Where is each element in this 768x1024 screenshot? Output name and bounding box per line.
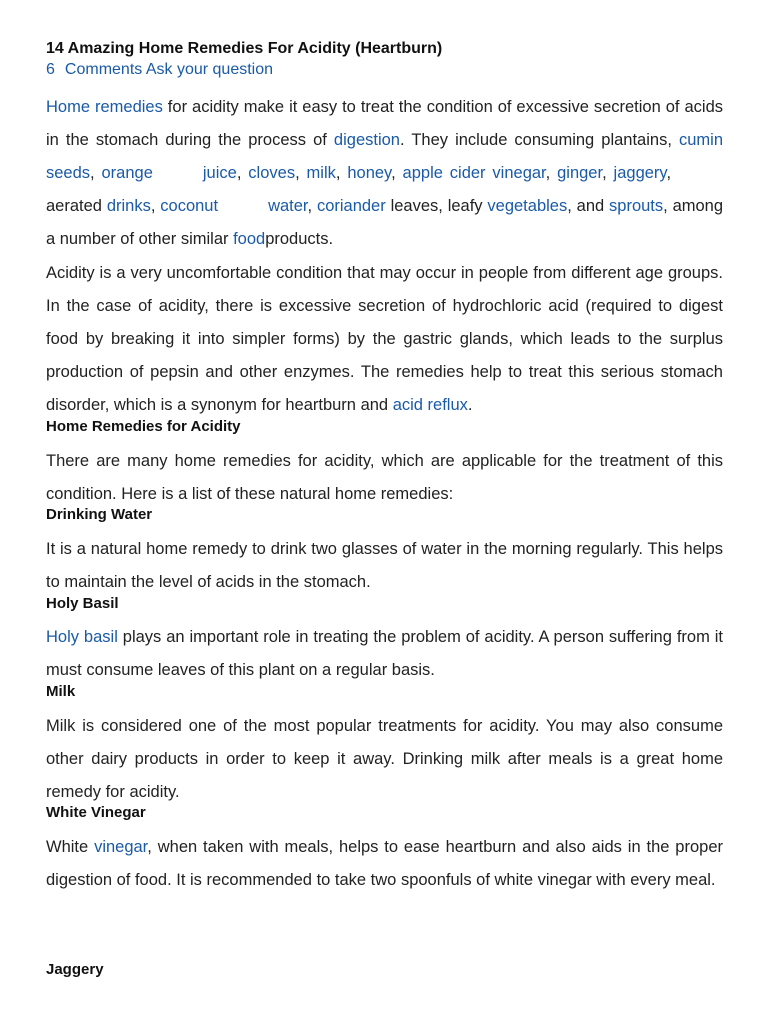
link-sprouts[interactable]: sprouts (609, 197, 664, 215)
link-digestion[interactable]: digestion (333, 131, 400, 149)
intro-text-14: leaves, leafy (385, 197, 488, 215)
intro-text-3: , (90, 164, 102, 182)
intro-text-4: , (236, 164, 249, 182)
acidity-text-1: Acidity is a very uncomfortable condition that may occur in people from different age groups. In the case of acidity, there is excessive secretion of hydrochloric acid (required to digest food by breaking it into simpler forms) by the gastric glands, which leads to the surplus production of pepsin and other enzymes. The remedies help to treat this serious stomach disorder, which is a synonym for heartburn and (46, 264, 723, 414)
link-vinegar[interactable]: vinegar (94, 838, 148, 856)
intro-text-12: , (150, 197, 161, 215)
link-cumin-seeds[interactable]: cumin seeds (46, 131, 723, 182)
intro-text-7: , (391, 164, 403, 182)
intro-text-16: , among a number of other similar (46, 197, 724, 248)
home-remedies-paragraph: There are many home remedies for acidity, which are applicable for the treatment of this condition. Here is a list of these natural home remedies: (46, 452, 723, 503)
intro-text-9: , (602, 164, 614, 182)
article-title: 14 Amazing Home Remedies For Acidity (Heartburn) (46, 40, 443, 57)
comments-count-link[interactable]: 6 (46, 61, 55, 78)
intro-text-10: , (666, 164, 672, 182)
link-holy-basil[interactable]: Holy basil (46, 628, 118, 646)
link-food[interactable]: food (233, 230, 266, 248)
heading-holy-basil: Holy Basil (46, 595, 119, 612)
white-vinegar-text-1: White (46, 838, 95, 856)
link-coconut[interactable]: coconut (160, 197, 219, 215)
heading-drinking-water: Drinking Water (46, 506, 153, 523)
acidity-paragraph (46, 257, 723, 422)
intro-text-2: . They include consuming plantains, (399, 131, 679, 149)
link-honey[interactable]: honey (347, 164, 392, 182)
article-meta (46, 61, 273, 79)
intro-text-5: , (295, 164, 307, 182)
link-water[interactable]: water (268, 197, 308, 215)
acidity-text-2: . (467, 396, 473, 414)
intro-text-17: products. (265, 230, 334, 248)
intro-text-8: , (545, 164, 558, 182)
white-vinegar-text-2: , when taken with meals, helps to ease heartburn and also aids in the proper digestion of food. It is recommended to take two spoonfuls of white vinegar with every meal. (46, 838, 723, 889)
comments-link[interactable]: Comments (64, 61, 143, 78)
heading-milk: Milk (46, 683, 76, 700)
intro-text-11: aerated (46, 197, 107, 215)
holy-basil-paragraph (46, 621, 723, 687)
link-juice[interactable]: juice (202, 164, 237, 182)
heading-jaggery: Jaggery (46, 961, 104, 978)
intro-text-13: , (307, 197, 317, 215)
link-orange[interactable]: orange (101, 164, 153, 182)
link-drinks[interactable]: drinks (106, 197, 151, 215)
link-jaggery[interactable]: jaggery (613, 164, 667, 182)
milk-paragraph: Milk is considered one of the most popular treatments for acidity. You may also consume other dairy products in order to keep it away. Drinking milk after meals is a great home remedy for acidity. (46, 717, 723, 801)
link-ginger[interactable]: ginger (557, 164, 603, 182)
link-milk[interactable]: milk (306, 164, 336, 182)
link-apple-cider-vinegar[interactable]: apple cider vinegar (402, 164, 546, 182)
link-home-remedies[interactable]: Home remedies (46, 98, 163, 116)
drinking-water-paragraph: It is a natural home remedy to drink two glasses of water in the morning regularly. This helps to maintain the level of acids in the stomach. (46, 540, 723, 591)
intro-text-1: for acidity make it easy to treat the condition of excessive secretion of acids in the stomach during the process of (46, 98, 723, 149)
intro-paragraph (46, 91, 723, 256)
link-vegetables[interactable]: vegetables (487, 197, 568, 215)
holy-basil-text: plays an important role in treating the problem of acidity. A person suffering from it must consume leaves of this plant on a regular basis. (46, 628, 723, 679)
heading-home-remedies: Home Remedies for Acidity (46, 418, 241, 435)
intro-text-15: , and (567, 197, 610, 215)
link-cloves[interactable]: cloves (248, 164, 296, 182)
link-acid-reflux[interactable]: acid reflux (392, 396, 468, 414)
ask-question-link[interactable]: Ask your question (145, 61, 274, 78)
intro-text-6: , (335, 164, 348, 182)
link-coriander[interactable]: coriander (316, 197, 386, 215)
white-vinegar-paragraph (46, 831, 723, 897)
heading-white-vinegar: White Vinegar (46, 804, 146, 821)
